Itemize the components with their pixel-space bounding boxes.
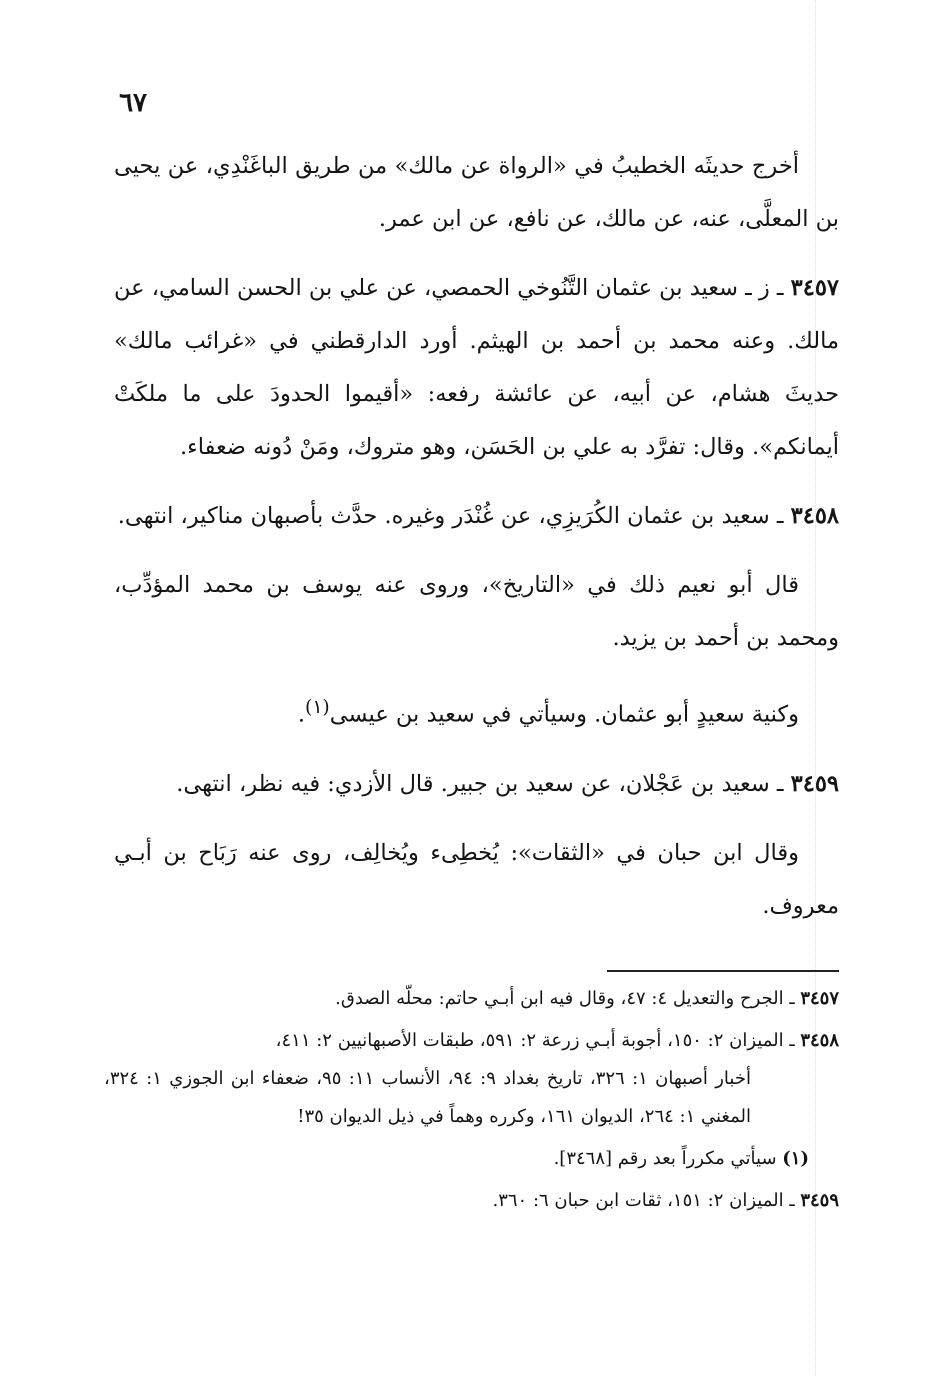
paragraph-text: وقال ابن حبان في «الثقات»: يُخطِىء ويُخالِف، روى عنه رَبَاح بن أبـي معروف.	[114, 839, 839, 919]
footnote-text: ـ الميزان ٢: ١٥٠، أجوبة أبـي زرعة ٢: ٥٩١، طبقات الأصبهانيين ٢: ٤١١،	[275, 1030, 801, 1051]
entry-text: ـ ز ـ سعيد بن عثمان التَّنُوخي الحمصي، عن علي بن الحسن السامي، عن مالك. وعنه محمد بن أحمد بن الهيثم. أورد الدارقطني في «غرائب مالك» حديثَ هشام، عن أبيه، عن عائشة رفعه: «أقيموا الحدودَ على ما ملكَتْ أيمانكم». وقال: تفرَّد به علي بن الحَسَن، وهو متروك، ومَنْ دُونه ضعفاء.	[113, 275, 839, 460]
main-text	[114, 140, 839, 949]
paragraph-7	[114, 827, 839, 933]
paragraph-5	[114, 681, 839, 742]
footnote-text: ـ الجرح والتعديل ٤: ٤٧، وقال فيه ابن أبـي حاتم: محلّه الصدق.	[335, 988, 801, 1009]
entry-number: ٣٤٥٧	[790, 275, 839, 301]
footnote-reference[interactable]: (١)	[305, 697, 330, 718]
entry-3459	[114, 758, 839, 811]
entry-number: ٣٤٥٨	[790, 503, 839, 529]
footnote-number: ٣٤٥٨	[800, 1030, 839, 1051]
entry-3458	[114, 490, 839, 543]
paragraph-1	[114, 140, 839, 246]
paragraph-4	[114, 559, 839, 665]
paragraph-text: أخرج حديثَه الخطيبُ في «الرواة عن مالك» من طريق الباغَنْدِي، عن يحيى بن المعلَّى، عنه، عن مالك، عن نافع، عن ابن عمر.	[114, 153, 839, 232]
footnote-number: (١)	[782, 1148, 809, 1169]
page-number: ٦٧	[119, 88, 147, 118]
footnote-3458	[104, 1022, 839, 1136]
entry-text: ـ سعيد بن عثمان الكُرَيزِي، عن غُنْدَر وغيره. حدَّث بأصبهان مناكير، انتهى.	[117, 503, 791, 529]
paragraph-tail: .	[297, 701, 305, 728]
entry-number: ٣٤٥٩	[790, 770, 839, 797]
footnote-separator	[607, 970, 839, 972]
paragraph-text: وكنية سعيدٍ أبو عثمان. وسيأتي في سعيد بن عيسى	[329, 701, 799, 728]
entry-3457	[114, 262, 839, 474]
footnote-text: ـ الميزان ٢: ١٥١، ثقات ابن حبان ٦: ٣٦٠.	[492, 1190, 801, 1211]
footnote-number: ٣٤٥٩	[800, 1190, 839, 1211]
footnotes-section	[104, 980, 839, 1224]
footnote-1	[104, 1140, 839, 1178]
footnote-continuation: أخبار أصبهان ١: ٣٢٦، تاريخ بغداد ٩: ٩٤، الأنساب ١١: ٩٥، ضعفاء ابن الجوزي ١: ٣٢٤، المغني ١: ٢٦٤، الديوان ١٦١، وكرره وهماً في ذيل الديوان ٣٥!	[104, 1068, 751, 1127]
footnote-3457	[104, 980, 839, 1018]
footnote-3459	[104, 1182, 839, 1220]
footnote-text: سيأتي مكرراً بعد رقم [٣٤٦٨].	[553, 1148, 783, 1169]
paragraph-text: قال أبو نعيم ذلك في «التاريخ»، وروى عنه يوسف بن محمد المؤدِّب، ومحمد بن أحمد بن يزيد.	[114, 572, 839, 651]
entry-text: ـ سعيد بن عَجْلان، عن سعيد بن جبير. قال الأزدي: فيه نظر، انتهى.	[176, 770, 791, 797]
footnote-number: ٣٤٥٧	[800, 988, 839, 1009]
